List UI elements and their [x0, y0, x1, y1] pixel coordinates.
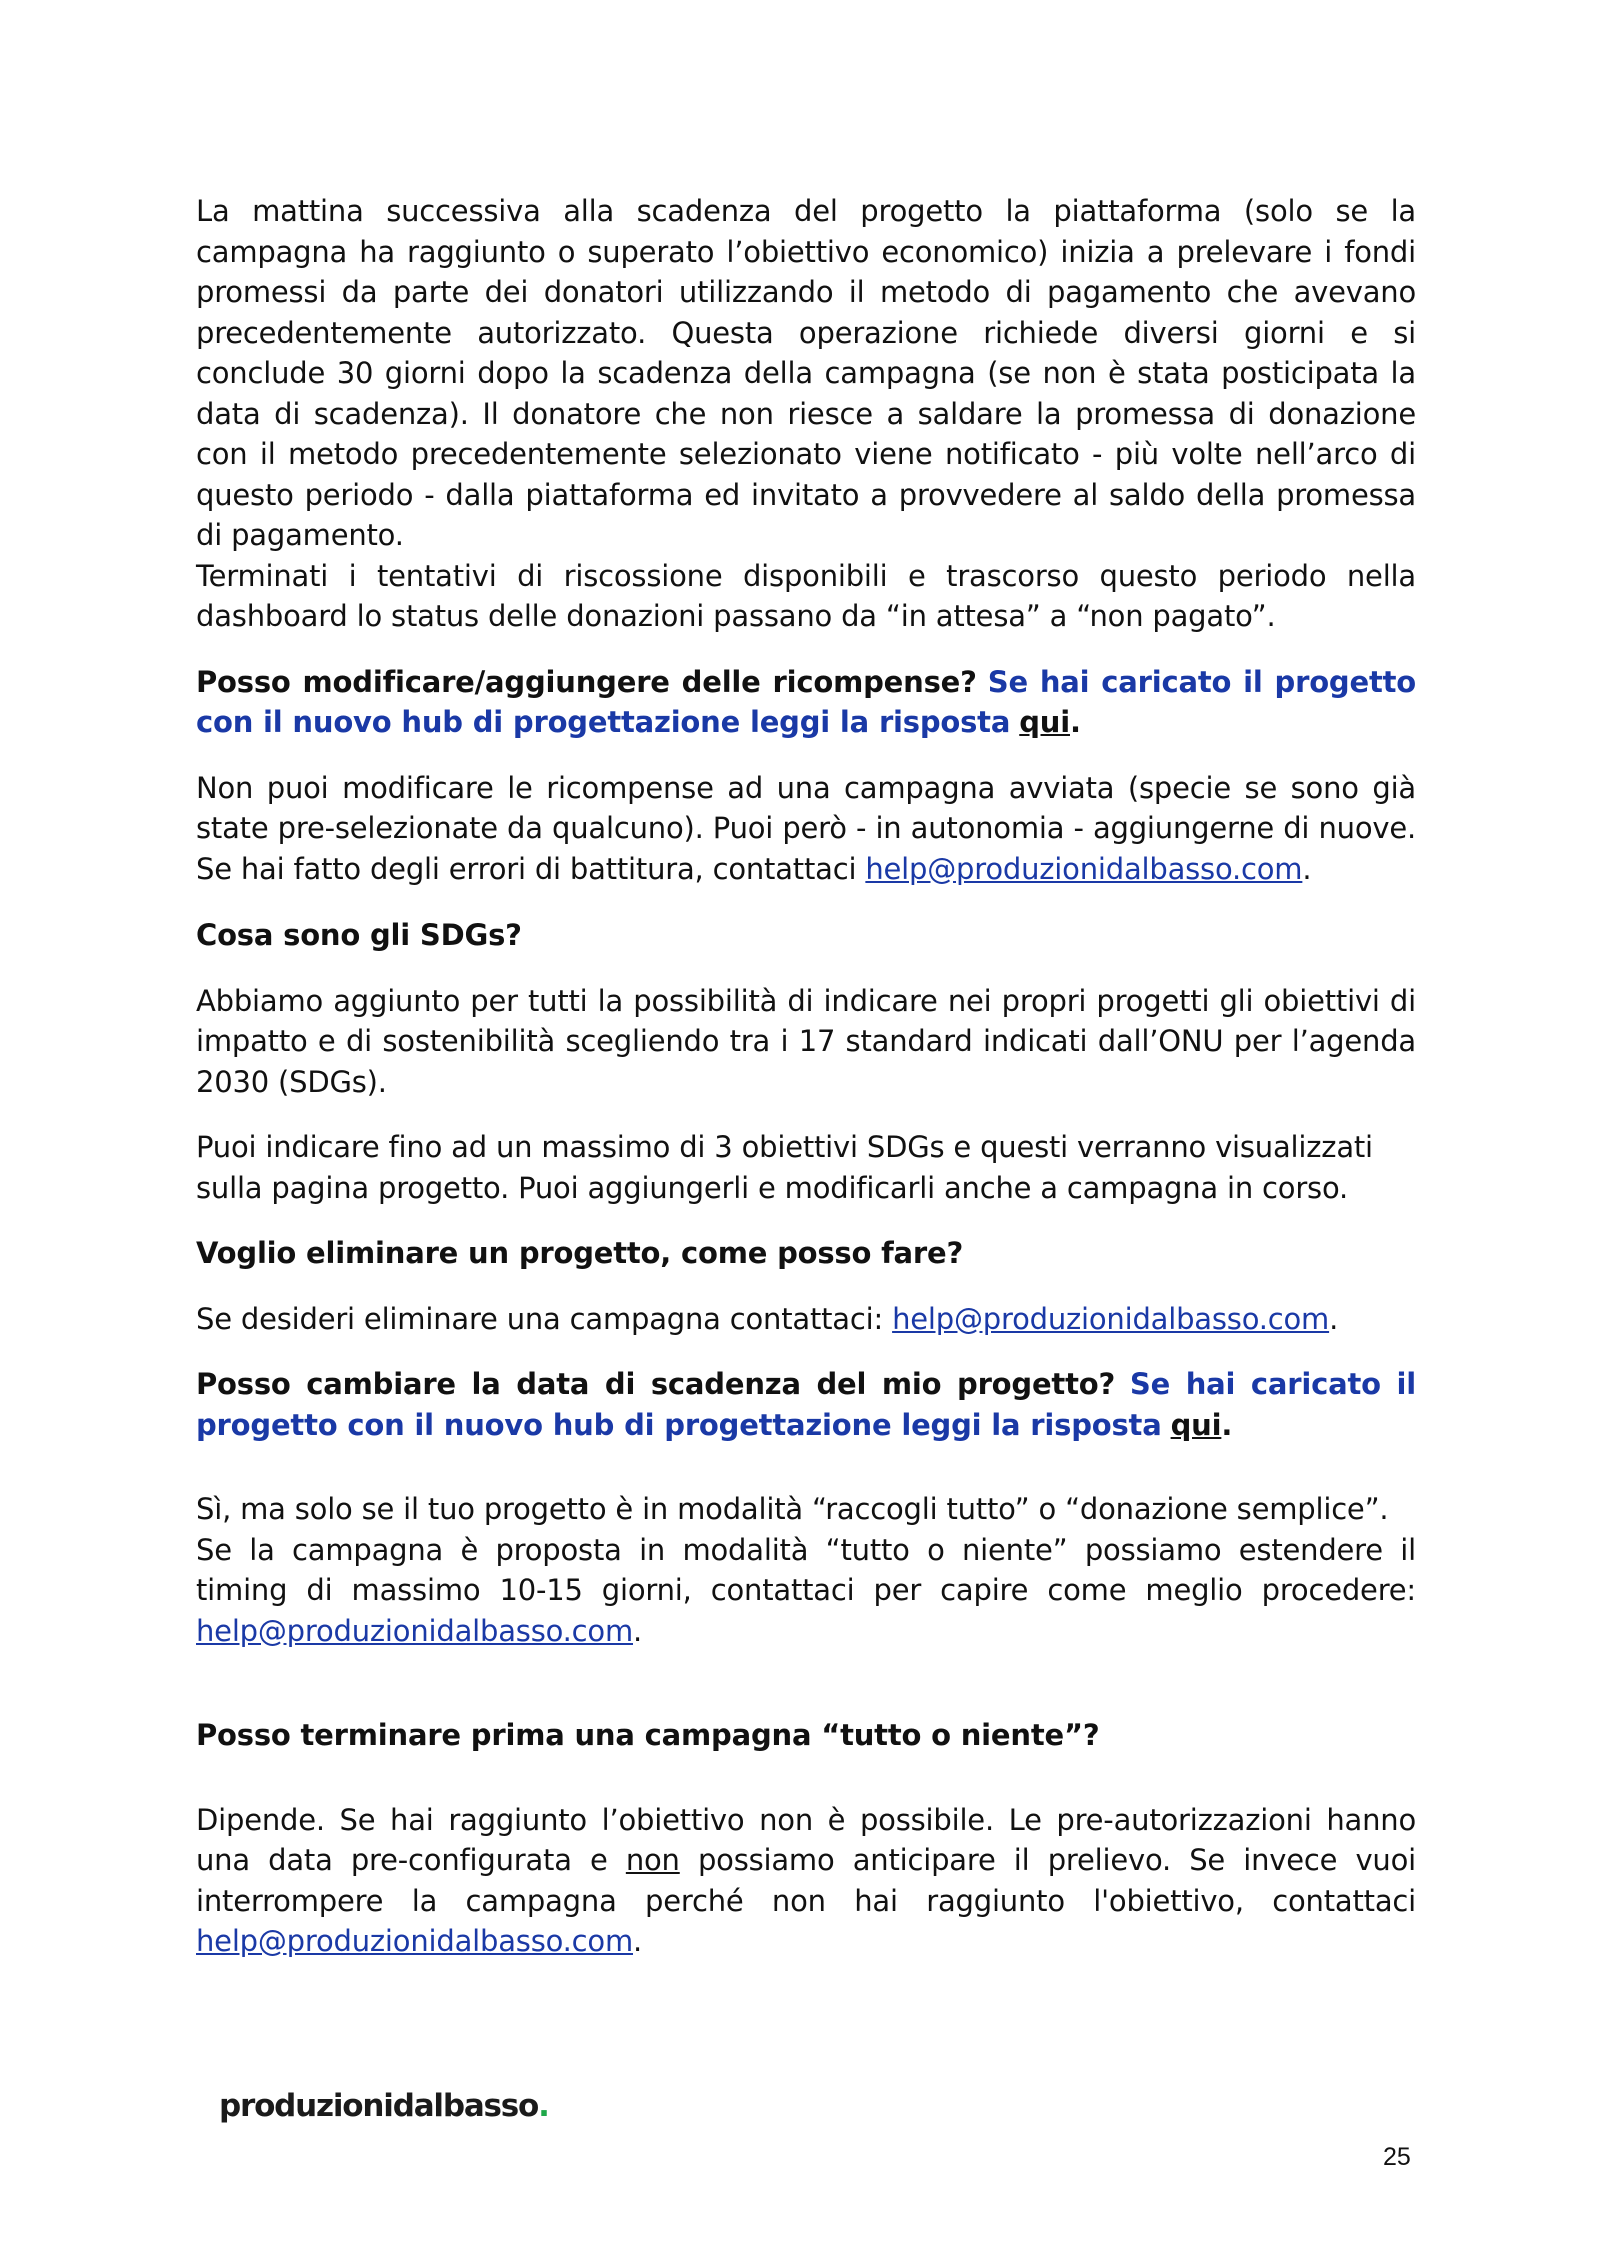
faq-answer-rewards — [196, 768, 1416, 890]
answer-end: . — [633, 1924, 643, 1958]
question-text: Cosa sono gli SDGs? — [196, 918, 522, 952]
question-text: Posso modificare/aggiungere delle ricompense? — [196, 664, 977, 699]
answer-text: Non puoi modificare le ricompense ad una campagna avviata (specie se sono già state pre-selezionate da qualcuno). Puoi però - in autonomia - aggiungerne di nuove. Se hai fatto degli errori di battitura, contattaci — [196, 770, 1416, 886]
paragraph-fund-collection: La mattina successiva alla scadenza del progetto la piattaforma (solo se la campagna ha raggiunto o superato l’obiettivo economico) inizia a prelevare i fondi promessi da parte dei donatori utilizzando il metodo di pagamento che avevano precedentemente autorizzato. Questa operazione richiede diversi giorni e si conclude 30 giorni dopo la scadenza della campagna (se non è stata posticipata la data di scadenza). Il donatore che non riesce a saldare la promessa di donazione con il metodo precedentemente selezionato viene notificato - più volte nell’arco di questo periodo - dalla piattaforma ed invitato a provvedere al saldo della promessa di pagamento. — [196, 194, 1416, 552]
logo-text: produzionidalbasso — [219, 2088, 539, 2124]
faq-question-rewards — [196, 662, 1416, 743]
answer-link-qui[interactable]: qui — [1019, 705, 1070, 739]
question-text: Posso cambiare la data di scadenza del mio progetto? — [196, 1367, 1116, 1401]
faq-answer-deadline-2 — [196, 1530, 1416, 1652]
question-text: Voglio eliminare un progetto, come posso fare? — [196, 1236, 964, 1270]
logo-dot: . — [538, 2088, 549, 2124]
faq-answer-deadline-1: Sì, ma solo se il tuo progetto è in modalità “raccogli tutto” o “donazione semplice”. — [196, 1492, 1389, 1526]
answer-end: . — [633, 1613, 643, 1648]
faq-question-terminate — [196, 1715, 1416, 1756]
page-number: 25 — [1383, 2143, 1411, 2171]
email-link[interactable]: help@produzionidalbasso.com — [196, 1613, 633, 1648]
answer-text: Dipende. Se hai raggiunto l’obiettivo non è possibile. Le pre-autorizzazioni hanno una data pre-configurata e — [196, 1802, 1416, 1877]
answer-link-qui[interactable]: qui — [1170, 1407, 1222, 1442]
underlined-word: non — [625, 1843, 680, 1877]
faq-answer-terminate — [196, 1800, 1416, 1962]
email-link[interactable]: help@produzionidalbasso.com — [196, 1924, 633, 1958]
answer-text: Se la campagna è proposta in modalità “tutto o niente” possiamo estendere il timing di massimo 10-15 giorni, contattaci per capire come meglio procedere: — [196, 1532, 1416, 1607]
faq-answer-sdgs-2: Puoi indicare fino ad un massimo di 3 obiettivi SDGs e questi verranno visualizzati sulla pagina progetto. Puoi aggiungerli e modificarli anche a campagna in corso. — [196, 1130, 1373, 1205]
question-end: . — [1221, 1407, 1233, 1442]
faq-question-delete — [196, 1233, 1416, 1274]
answer-end: . — [1302, 851, 1312, 886]
hub-hint-text: Se hai caricato il progetto con il nuovo hub di progettazione leggi la risposta — [196, 1367, 1416, 1442]
page-content — [196, 191, 1416, 1962]
faq-question-deadline — [196, 1364, 1416, 1445]
question-end: . — [1070, 705, 1081, 739]
faq-answer-delete — [196, 1299, 1416, 1340]
paragraph-payment-status: Terminati i tentativi di riscossione disponibili e trascorso questo periodo nella dashboard lo status delle donazioni passano da “in attesa” a “non pagato”. — [196, 558, 1416, 633]
answer-text: Se desideri eliminare una campagna contattaci: — [196, 1301, 884, 1336]
faq-question-sdgs — [196, 915, 1416, 956]
answer-text: possiamo anticipare il prelievo. Se invece vuoi interrompere la campagna perché non hai raggiunto l'obiettivo, contattaci — [196, 1843, 1416, 1918]
faq-answer-sdgs-1: Abbiamo aggiunto per tutti la possibilità di indicare nei propri progetti gli obiettivi di impatto e di sostenibilità scegliendo tra i 17 standard indicati dall’ONU per l’agenda 2030 (SDGs). — [196, 983, 1416, 1099]
email-link[interactable]: help@produzionidalbasso.com — [865, 851, 1303, 886]
produzionidalbasso-logo — [219, 2088, 549, 2124]
question-text: Posso terminare prima una campagna “tutto o niente”? — [196, 1718, 1100, 1752]
hub-hint-text: Se hai caricato il progetto con il nuovo hub di progettazione leggi la risposta — [196, 664, 1416, 739]
email-link[interactable]: help@produzionidalbasso.com — [892, 1301, 1330, 1336]
answer-end: . — [1329, 1301, 1339, 1336]
